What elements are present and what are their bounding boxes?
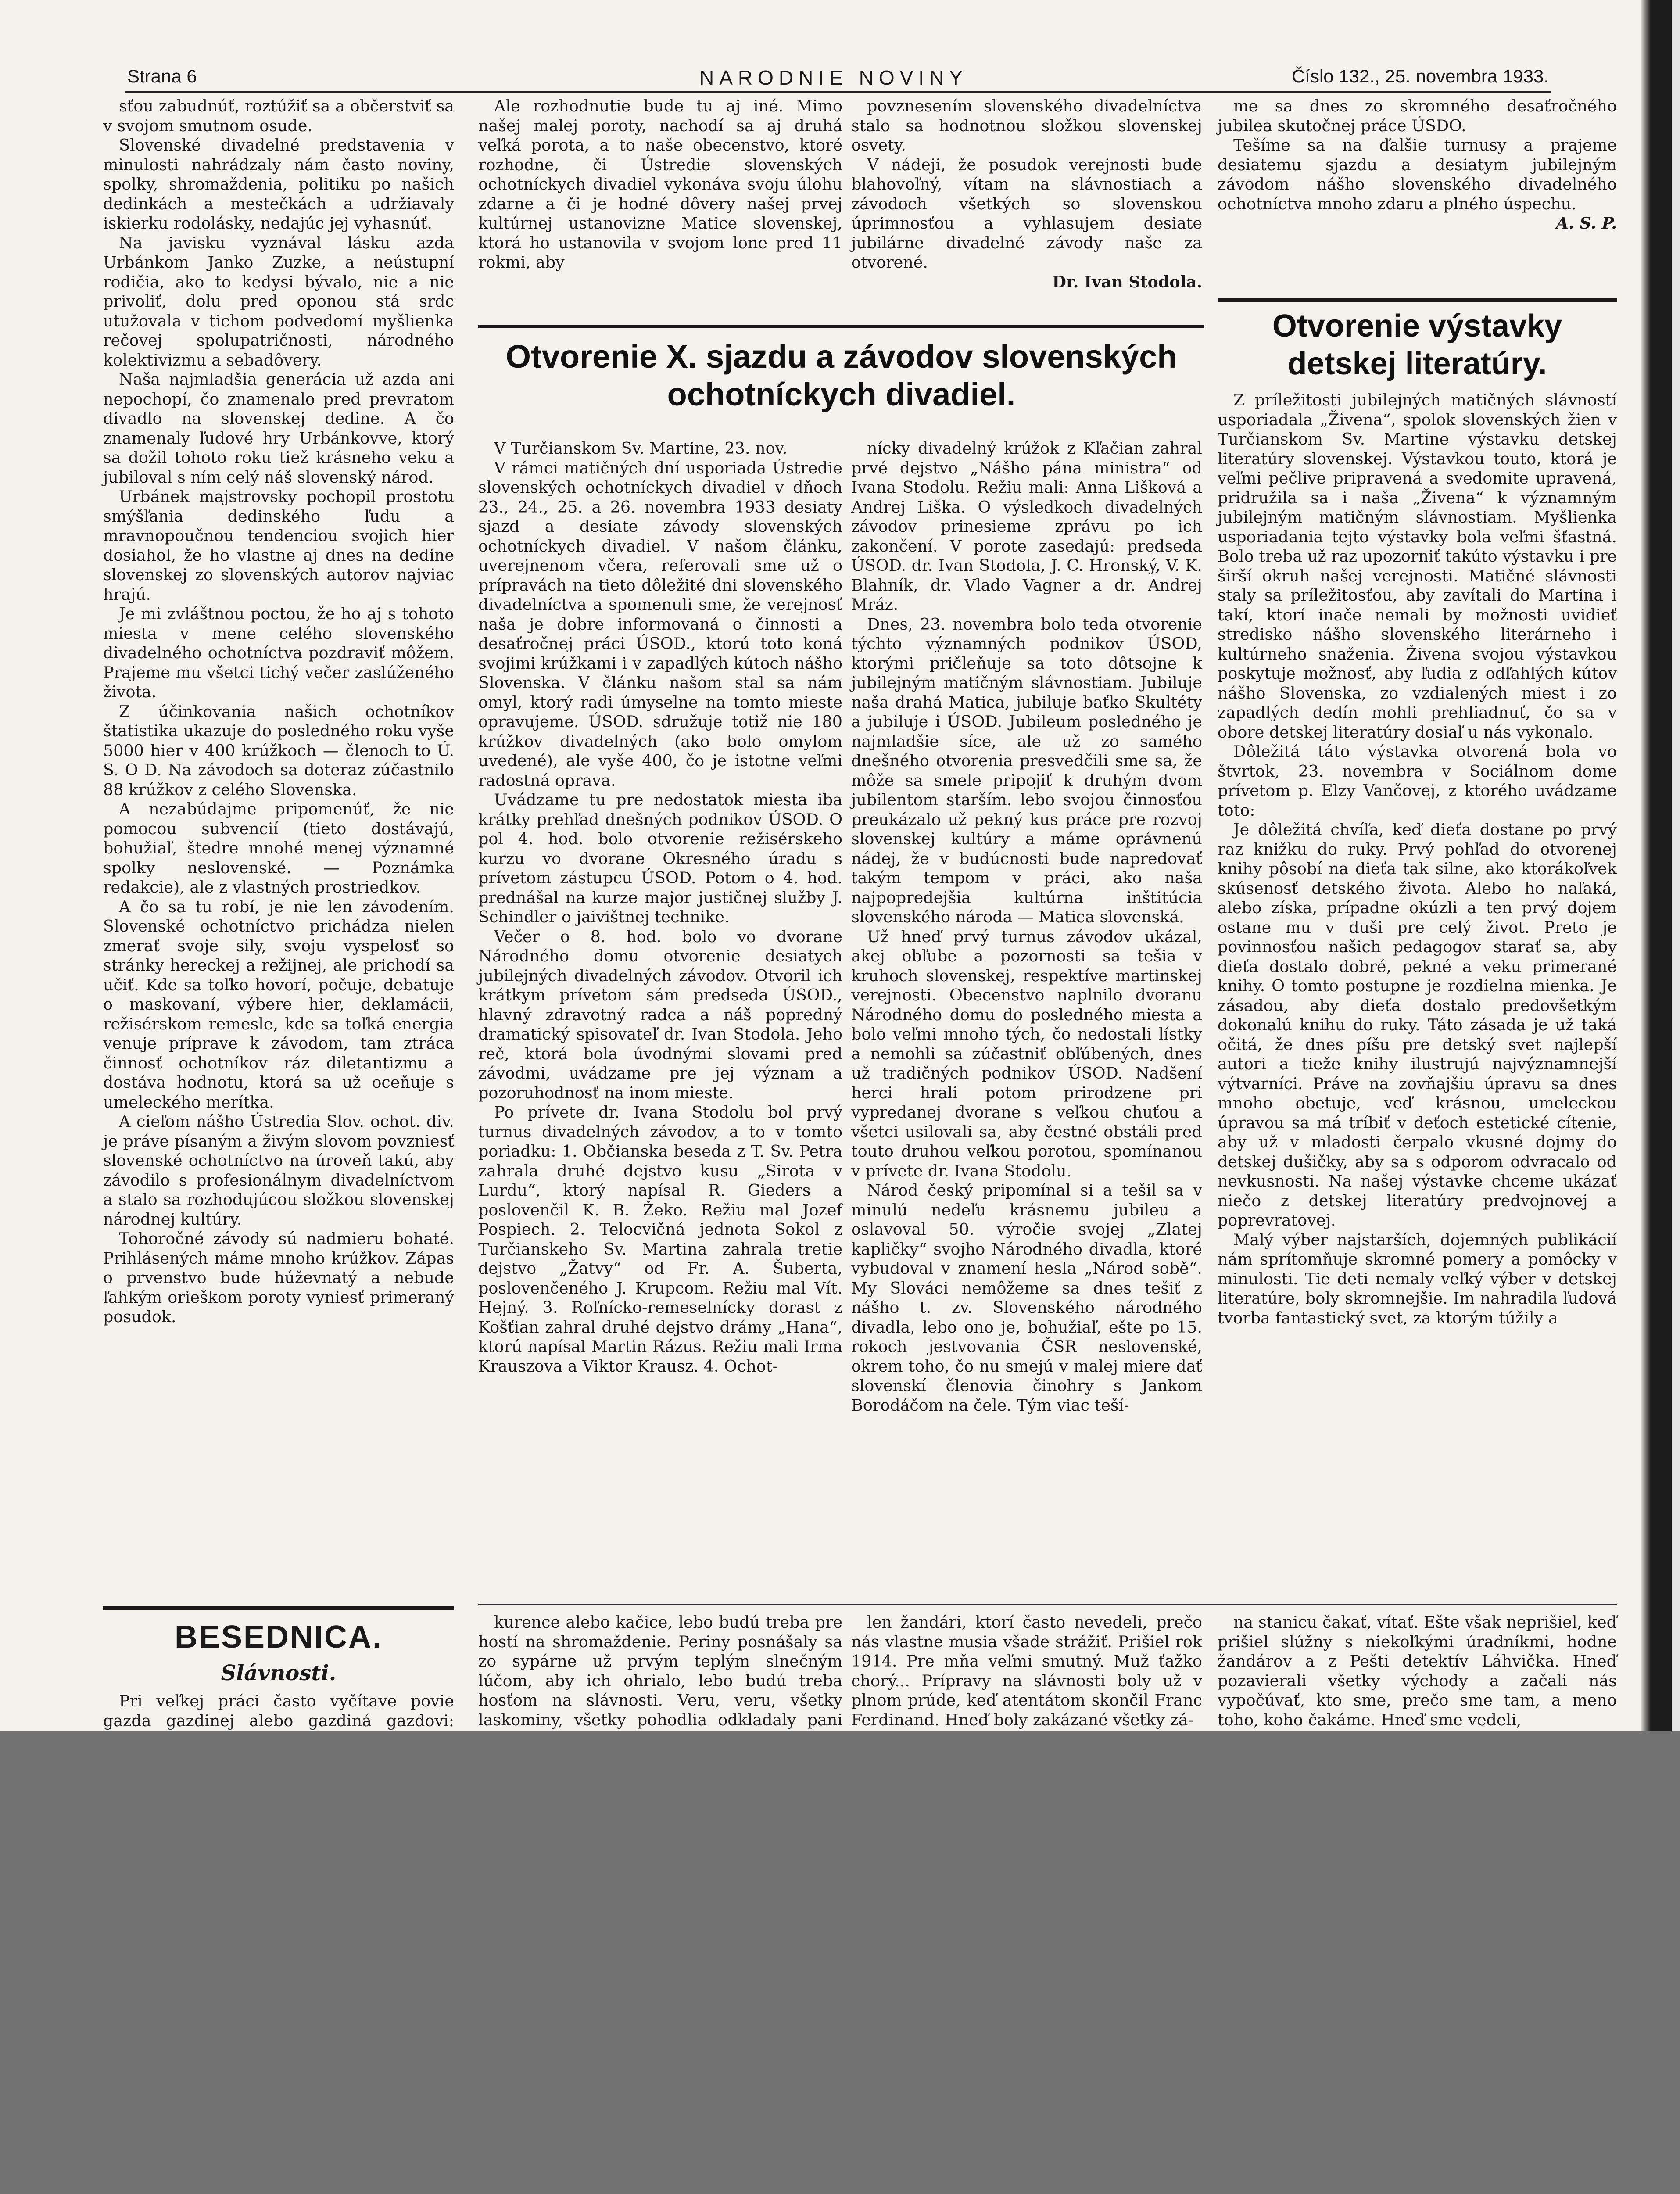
paragraph: V nádeji, že posudok verejnosti bude blahovoľný, vítam na slávnostiach a závodoch všetkých so slovenskou úprimnosťou a vyhlasujem desiate jubilárne divadelné závody naše za otvorené. [851,155,1202,272]
section-heading: BESEDNICA. [174,1620,383,1655]
issue-info: Číslo 132., 25. novembra 1933. [1291,66,1549,86]
paragraph: Z príležitosti jubilejných matičných slávností usporiadala „Živena“, spolok slovenských žien v Turčianskom Sv. Martine výstavku detskej literatúry slovenskej. Výstavkou touto, ktorá je veľmi pečlive pripravená a svedomite upravená, pridružila sa i naša „Živena“ k významným jubilejným matičným slávnostiam. Myšlienka usporiadania tejto výstavky bola veľmi šťastná. Bolo treba už raz upozorniť takúto výstavku i pre širší okruh našej verejnosti. Matičné slávnosti staly sa príležitosťou, aby zavítali do Martina i takí, ktorí inače nemali by možnosti uvidieť stredisko nášho slovenského literárneho i kultúrneho snaženia. Živena svojou výstavkou poskytuje možnosť, aby ľudia z odľahlých kútov nášho Slovenska, zo vzdialených miest i zo zapadlých dedín mohli prehliadnuť, čo sa v obore detskej literatúry dosiaľ u nás vykonalo. [1218,391,1617,742]
paragraph: Pri veľkej práci často vyčítave povie gazda gazdinej alebo gazdiná gazdovi: [103,1692,454,1730]
paragraph: A čo sa tu robí, je nie len závodením. Slovenské ochotníctvo prichádza nielen zmerať svoje sily, svoju vyspelosť so stránky hereckej a režijnej, ale prichodí sa učiť. Kde sa toľko hovorí, počuje, debatuje o maskovaní, výbere hier, deklamácii, režisérskom remesle, kde sa toľká energia venuje príprave k závodom, tam ztráca činnosť ochotníkov ráz diletantizmu a dostáva hodnotu, ktorá sa už oceňuje s umeleckého merítka. [103,897,454,1111]
paragraph: na stanicu čakať, vítať. Ešte však neprišiel, keď prišiel slúžny s niekoľkými úradníkmi, hodne žandárov a z Pešti detektív Láhvička. Hneď pozavierali všetky východy a začali nás vypočúvať, kto sme, prečo sme tam, a meno toho, koho čakáme. Hneď sme vedeli, [1218,1613,1617,1729]
paragraph: A nezabúdajme pripomenúť, že nie pomocou subvencií (tieto dostávajú, bohužiaľ, štedre mnohé menej významné spolky neslovenské. — Poznámka redakcie), ale z vlastných prostriedkov. [103,799,454,896]
paragraph: Národ český pripomínal si a tešil sa v minulú nedeľu krásnemu jubileu a oslavoval 50. výročie svojej „Zlatej kapličky“ svojho Národného divadla, ktoré vybudoval v znamení hesla „Národ sobě“. My Slováci nemôžeme sa dnes tešiť z nášho t. zv. Slovenského národného divadla, lebo ono je, bohužiaľ, ešte po 15. rokoch jestvovania ČSR neslovenské, okrem toho, čo nu smejú v malej miere dať slovenskí členovia činohry s Jankom Borodáčom na čele. Tým viac teší- [851,1181,1202,1415]
bottom-column-3 [851,1613,1202,1727]
beseda-column [103,1692,454,1731]
paragraph: V rámci matičných dní usporiada Ústredie slovenských ochotníckych divadiel v dňoch 23., 24., 25. a 26. novembra 1933 desiaty sjazd a desiate závody slovenských ochotníckych divadiel. V našom článku, uverejnenom včera, referovali sme už o prípravách na tieto dôležité dni slovenského divadelníctva a spomenuli sme, že verejnosť naša je dobre informovaná o činnosti a desaťročnej práci ÚSOD., ktorú toto koná svojimi krúžkami i v zapadlých kútoch nášho Slovenska. V článku našom stal sa nám omyl, ktorý radi úmyselne na tomto mieste opravujeme. ÚSOD. sdružuje totiž nie 180 krúžkov divadelných (ako bolo omylom uvedené), ale vyše 400, čo je istotne veľmi radostná oprava. [478,458,842,790]
paragraph: Na javisku vyznával lásku azda Urbánkom Janko Zuzke, a neústupní rodičia, ako to kedysi bývalo, nie a nie privoliť, dolu pred oponou stá srdc utužovala v tichom podvedomí myšlienka rečovej spolupatričnosti, národného kolektivizmu a sebadôvery. [103,233,454,369]
paragraph: Po prívete dr. Ivana Stodolu bol prvý turnus divadelných závodov, a to v tomto poriadku: 1. Občianska beseda z T. Sv. Petra zahrala druhé dejstvo kusu „Sirota v Lurdu“, ktorý napísal R. Gieders a poslovenčil K. B. Žeko. Režiu mal Jozef Pospiech. 2. Telocvičná jednota Sokol z Turčianskeho Sv. Martina zahrala tretie dejstvo „Žatvy“ od Fr. A. Šuberta, poslovenčeného J. Krupcom. Režiu mal Vít. Hejný. 3. Roľnícko-remeselnícky dorast z Košťian zahral druhé dejstvo drámy „Hana“, ktorú napísal Martin Rázus. Režiu mali Irma Krauszova a Viktor Krausz. 4. Ochot- [478,1103,842,1376]
paragraph: Je mi zvláštnou poctou, že ho aj s tohoto miesta v mene celého slovenského divadelného ochotníctva pozdraviť môžem. Prajeme mu všetci tichý večer zaslúženého života. [103,604,454,701]
page-number: Strana 6 [127,66,197,86]
section-rule [478,325,1204,328]
bottom-column-4 [1218,1613,1617,1727]
paragraph: me sa dnes zo skromného desaťročného jubilea skutočnej práce ÚSDO. [1218,97,1617,135]
paragraph: Urbánek majstrovsky pochopil prostotu smýšľania dedinského ľudu a mravnopoučnou tendenciou svojich hier dosiahol, že ho vlastne aj dnes na dedine slovenskej zo slovenských autorov najviac hrajú. [103,487,454,604]
paragraph: Uvádzame tu pre nedostatok miesta iba krátky prehľad dnešných podnikov ÚSOD. O pol 4. hod. bolo otvorenie režisérskeho kurzu vo dvorane Okresného úradu s prívetom zástupcu ÚSOD. Potom o 4. hod. prednášal na kurze major justičnej služby J. Schindler o jaivištnej technike. [478,790,842,926]
paragraph: Už hneď prvý turnus závodov ukázal, akej obľube a pozornosti sa tešia v kruhoch slovenskej, respektíve martinskej verejnosti. Obecenstvo naplnilo dvoranu Národného domu do posledného miesta a bolo veľmi mnoho tých, čo nedostali lístky a nemohli sa zúčastniť obľúbených, dnes už tradičných podnikov ÚSOD. Nadšení herci hrali potom prirodzene pri vypredanej dvorane s veľkou chuťou a všetci usilovali sa, aby čestné obstáli pred touto druhou veľkou porotou, spomínanou v prívete dr. Ivana Stodolu. [851,927,1202,1180]
paragraph: sťou zabudnúť, roztúžiť sa a občerstviť sa v svojom smutnom osude. [103,97,454,135]
side-article-column [1218,391,1617,1602]
section-rule [478,1604,1617,1605]
paragraph: nícky divadelný krúžok z Kľačian zahral prvé dejstvo „Nášho pána ministra“ od Ivana Stodolu. Režiu mali: Anna Lišková a Andrej Liška. O výsledkoch divadelných závodov prinesieme zprávu po ich zakončení. V porote zasedajú: predseda ÚSOD. dr. Ivan Stodola, J. C. Hronský, V. K. Blahník, dr. Vlado Vagner a dr. Andrej Mráz. [851,439,1202,614]
paragraph: Naša najmladšia generácia už azda ani nepochopí, čo znamenalo pred prevratom divadlo na slovenskej dedine. A čo znamenaly ľudové hry Urbánkovve, ktorý sa dožil tohoto roku tiež krásneho veku a jubiloval s ním celý náš slovenský národ. [103,370,454,487]
paragraph: V Turčianskom Sv. Martine, 23. nov. [494,439,788,458]
paragraph: povznesením slovenského divadelníctva stalo sa hodnotnou složkou slovenskej osvety. [851,97,1202,154]
paragraph: Malý výber najstarších, dojemných publikácií nám sprítomňuje skromné pomery a pomôcky v minulosti. Tie deti nemaly veľký výber v detskej literatúre, boly skromnejšie. Im nahradila ľudová tvorba fantastický svet, za ktorým túžily a [1218,1230,1617,1327]
section-subheading: Slávnosti. [221,1661,337,1685]
paragraph: len žandári, ktorí často nevedeli, prečo nás vlastne musia všade strážiť. Prišiel rok 1914. Pre mňa veľmi smutný. Muž ťažko chorý... Prípravy na slávnosti boly už v plnom prúde, keď atentátom skončil Franc Ferdinand. Hneď boly zakázané všetky zá- [851,1613,1202,1729]
bottom-column-2 [478,1613,842,1727]
paragraph: kurence alebo kačice, lebo budú treba pre hostí na shromaždenie. Periny posnášaly sa zo sypárne už prvým teplým slnečným lúčom, aby ich ohrialo, lebo budú treba hosťom na slávnosti. Veru, veru, všetky laskominy, všetky pohodlia odkladaly pani [478,1613,842,1729]
paragraph: A cieľom nášho Ústredia Slov. ochot. div. je práve písaným a živým slovom povzniesť slovenské ochotníctvo na úroveň takú, aby závodilo s profesionálnym divadelníctvom a stalo sa rozhodujúcou složkou slovenskej národnej kultúry. [103,1112,454,1229]
section-rule [103,1606,454,1610]
article-headline: Otvorenie X. sjazdu a závodov slovenských ochotníckych divadiel. [505,338,1177,412]
paragraph: Dôležitá táto výstavka otvorená bola vo štvrtok, 23. novembra v Sociálnom dome prívetom p. Elzy Vančovej, z ktorého uvádzame toto: [1218,742,1617,820]
paragraph: Z účinkovania našich ochotníkov štatistika ukazuje do posledného roku vyše 5000 hier v 400 krúžkoch — členoch to Ú. S. O D. Na závodoch sa doteraz zúčastnilo 88 krúžkov z celého Slovenska. [103,702,454,799]
paragraph: Večer o 8. hod. bolo vo dvorane Národného domu otvorenie desiatych jubilejných divadelných závodov. Otvoril ich krátkym prívetom sám predseda ÚSOD., hlavný zdravotný radca a náš popredný dramatický spisovateľ dr. Ivan Stodola. Jeho reč, ktorá bola úvodnými slovami pred závodmi, uvádzame pre jej význam a pozoruhodnosť na inom mieste. [478,927,842,1102]
column-2-top [478,97,842,325]
article-column-a [478,439,842,1593]
side-headline: Otvorenie výstavky detskej literatúry. [1272,308,1562,381]
signature: Dr. Ivan Stodola. [1052,272,1202,291]
signature: A. S. P. [1556,214,1617,233]
paragraph: Dnes, 23. novembra bolo teda otvorenie týchto významných podnikov ÚSOD, ktorými pričleňuje sa toto dôtsojne k jubilejným matičným slávnostiam. Jubiluje naša drahá Matica, jubiluje baťko Skultéty a jubiluje i ÚSOD. Jubileum posledného je najmladšie síce, ale už zo samého dnešného otvorenia presvedčili sme sa, že môže sa smele pripojiť k druhým dvom jubilentom starším. lebo svojou činnosťou preukázalo už pekný kus práce pre rozvoj slovenskej kultúry a máme oprávnenú nádej, že v budúcnosti bude napredovať takým tempom v práci, ako naša najpopredejšia kultúrna inštitúcia slovenského národa — Matica slovenská. [851,614,1202,926]
paragraph: Slovenské divadelné predstavenia v minulosti nahrádzaly nám často noviny, spolky, shromaždenia, politiku po našich dedinkách a mestečkách a udržiavaly iskierku rodolásky, nedajúc jej vyhasnúť. [103,136,454,233]
masthead: NARODNIE NOVINY [699,66,968,89]
paragraph: Ale rozhodnutie bude tu aj iné. Mimo našej malej poroty, nachodí sa aj druhá veľká porota, a to naše obecenstvo, ktoré rozhodne, či Ústredie slovenských ochotníckych divadiel vykonáva svoju úlohu zdarne a či je hodné dôvery našej prvej kultúrnej ustanovizne Matice slovenskej, ktorá ho ustanovila v svojom lone pred 11 rokmi, aby [478,97,842,272]
header-rule [125,91,1551,93]
column-4-top [1218,97,1617,268]
paragraph: Tohoročné závody sú nadmieru bohaté. Prihlásených máme mnoho krúžkov. Zápas o prvenstvo bude húževnatý a nebude ľahkým orieškom poroty vyniesť primeraný posudok. [103,1229,454,1326]
paragraph: Je dôležitá chvíľa, keď dieťa dostane po prvý raz knižku do ruky. Prvý pohľad do otvorenej knihy pôsobí na dieťa tak silne, ako ktorákoľvek skúsenosť detského života. Alebo ho naľaká, alebo získa, prípadne okúzli a ten prvý dojem ostane mu v duši pre celý život. Preto je povinnosťou našich pedagogov starať sa, aby dieťa dostalo dobré, pekné a veku primerané knihy. O tomto postupne je rozdielna mienka. Je zásadou, aby dieťa dostalo predovšetkým dokonalú knihu do ruky. Táto zásada je už taká očitá, že dnes píšu pre detský svet najlepší autori a tieže knihy ilustrujú najvýznamnejší výtvarníci. Práve na zovňajšiu úpravu sa dnes mnoho obetuje, veď krásnou, umeleckou úpravou sa má tríbiť v deťoch estetické cítenie, aby už v mladosti čerpalo vkusné dojmy do detskej dušičky, aby sa s odporom odvracalo od nevkusnosti. Na našej výstavke chceme ukázať niečo z detskej literatúry predvojnovej a poprevratovej. [1218,820,1617,1230]
column-3-top [851,97,1202,325]
article-column-b [851,439,1202,1593]
column-1 [103,97,454,1729]
page-edge [1641,0,1680,1731]
scan-background [0,1731,1680,2194]
paragraph: Tešíme sa na ďalšie turnusy a prajeme desiatemu sjazdu a desiatym jubilejným závodom nášho slovenského divadelného ochotníctva mnoho zdaru a plného úspechu. [1218,136,1617,213]
section-rule [1218,298,1617,302]
